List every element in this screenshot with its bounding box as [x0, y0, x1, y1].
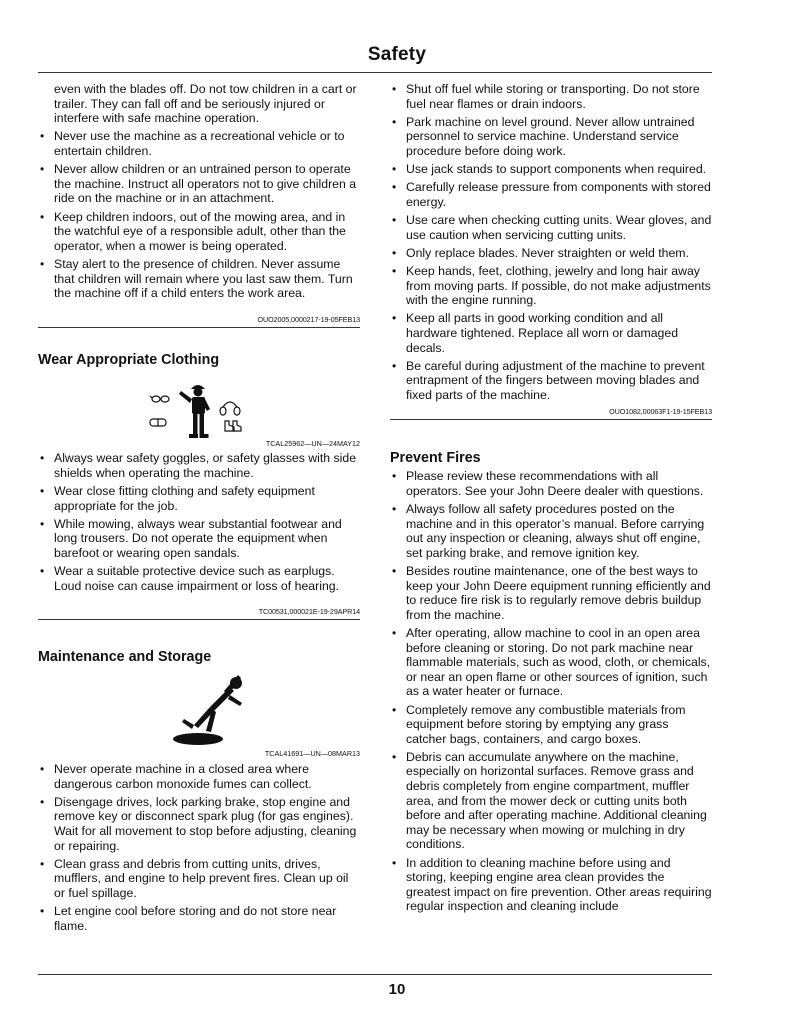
- list-item: • Keep all parts in good working condition and all hardware tightened. Replace all worn or damaged decals.: [390, 311, 712, 355]
- list-item: • Use care when checking cutting units. Wear gloves, and use caution when servicing cutting units.: [390, 213, 712, 242]
- clothing-heading: Wear Appropriate Clothing: [38, 351, 220, 368]
- list-item: • Clean grass and debris from cutting units, drives, mufflers, and engine to help prevent fires. Clean up oil or fuel spillage.: [38, 857, 360, 901]
- list-item: • Keep children indoors, out of the mowing area, and in the watchful eye of a responsible adult, other than the operator, when a mower is being operated.: [38, 210, 360, 254]
- section-reference-code: OUO2005,0000217-19-05FEB13: [38, 315, 360, 328]
- list-item: • Keep hands, feet, clothing, jewelry and long hair away from moving parts. If possible, do not make adjustments with the engine running.: [390, 264, 712, 308]
- list-item: • While mowing, always wear substantial footwear and long trousers. Do not operate the equipment when barefoot or wearing open sandals.: [38, 517, 360, 561]
- header-divider: [38, 72, 712, 73]
- list-item: • Besides routine maintenance, one of the best ways to keep your John Deere equipment running efficiently and to reduce fire risk is to regularly remove debris buildup from the machine.: [390, 564, 712, 622]
- list-item: • Never allow children or an untrained person to operate the machine. Instruct all operators not to give children a ride on the machine or in an attachment.: [38, 162, 360, 206]
- list-item: • Let engine cool before storing and do not store near flame.: [38, 904, 360, 933]
- list-item: • Wear a suitable protective device such as earplugs. Loud noise can cause impairment or loss of hearing.: [38, 564, 360, 593]
- page-number: 10: [388, 981, 406, 998]
- list-item: • Never operate machine in a closed area where dangerous carbon monoxide fumes can collect.: [38, 762, 360, 791]
- list-item: • Stay alert to the presence of children. Never assume that children will remain where you last saw them. Turn the machine off if a child enters the work area.: [38, 257, 360, 301]
- list-item: • Only replace blades. Never straighten or weld them.: [390, 246, 712, 261]
- fires-list: [390, 469, 712, 914]
- maintenance-figure: [38, 669, 360, 749]
- maintenance-heading: Maintenance and Storage: [38, 649, 212, 666]
- list-item: • Never use the machine as a recreational vehicle or to entertain children.: [38, 129, 360, 158]
- list-item: • After operating, allow machine to cool in an open area before cleaning or storing. Do not park machine near flammable materials, such as wood, cloth, or chemicals, or near an open flame or other sources of ignition, such as a water heater or furnace.: [390, 626, 712, 699]
- page-title: Safety: [367, 44, 427, 65]
- right-column: [390, 82, 712, 914]
- list-item: • Always follow all safety procedures posted on the machine and in this operator’s manual. Before carrying out any inspection or cleaning, always shut off engine, set parking brake, and remove ignition key.: [390, 502, 712, 560]
- figure-caption: TCAL25962—UN—24MAY12: [265, 438, 360, 448]
- footer-divider: [38, 974, 712, 975]
- maintenance-list: [38, 762, 360, 933]
- clothing-figure: [38, 381, 360, 439]
- list-item: • In addition to cleaning machine before using and storing, keeping engine area clean provides the greatest impact on fire prevention. Other areas requiring regular inspection and cleaning include: [390, 856, 712, 914]
- list-item: • Disengage drives, lock parking brake, stop engine and remove key or disconnect spark plug (for gas engines). Wait for all movement to stop before adjusting, cleaning or repairing.: [38, 795, 360, 853]
- list-item: • Park machine on level ground. Never allow untrained personnel to service machine. Understand service procedure before doing work.: [390, 115, 712, 159]
- children-safety-list: [38, 129, 360, 300]
- section-reference-code: OUO1082,00063F1-19-15FEB13: [390, 407, 712, 420]
- list-item: • Be careful during adjustment of the machine to prevent entrapment of the fingers between moving blades and fixed parts of the machine.: [390, 359, 712, 403]
- list-item: • Completely remove any combustible materials from equipment before storing by emptying any grass catcher bags, containers, and cargo boxes.: [390, 703, 712, 747]
- list-item: • Carefully release pressure from components with stored energy.: [390, 180, 712, 209]
- slip-hazard-illustration: [38, 669, 360, 749]
- list-item: • Always wear safety goggles, or safety glasses with side shields when operating the machine.: [38, 451, 360, 480]
- figure-caption: TCAL41691—UN—08MAR13: [264, 749, 360, 759]
- clothing-list: [38, 451, 360, 593]
- list-item: • Shut off fuel while storing or transporting. Do not store fuel near flames or drain indoors.: [390, 82, 712, 111]
- list-item: • Use jack stands to support components when required.: [390, 162, 712, 177]
- list-item: • Wear close fitting clothing and safety equipment appropriate for the job.: [38, 484, 360, 513]
- list-item: • Please review these recommendations with all operators. See your John Deere dealer with questions.: [390, 469, 712, 498]
- section-reference-code: TC00531,000021E-19-29APR14: [38, 607, 360, 620]
- maintenance-continued-list: [390, 82, 712, 403]
- list-item: • Debris can accumulate anywhere on the machine, especially on horizontal surfaces. Remove grass and debris completely from engine compartment, muffler area, and from the mower deck or cutting units both before and after operating machine. Additional cleaning may be necessary when mowing or mulching in dry conditions.: [390, 750, 712, 852]
- protective-clothing-illustration: [38, 381, 360, 439]
- fires-heading: Prevent Fires: [390, 449, 481, 466]
- continued-paragraph: even with the blades off. Do not tow children in a cart or trailer. They can fall off and be seriously injured or interfere with safe machine operation.: [54, 82, 357, 126]
- left-column: [38, 82, 360, 933]
